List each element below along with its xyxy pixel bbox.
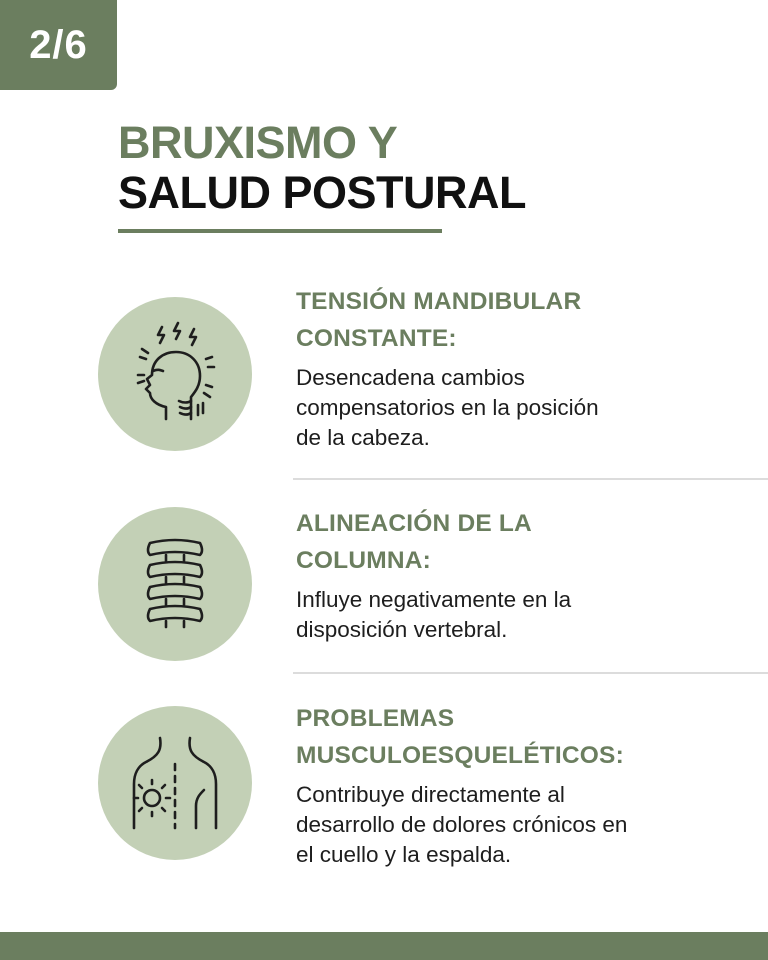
page-counter: 2/6: [29, 22, 88, 67]
description-line: desarrollo de dolores crónicos en: [296, 812, 628, 837]
title-line-1: BRUXISMO Y: [118, 117, 398, 168]
item-heading: [296, 283, 736, 357]
item-description: [296, 585, 736, 645]
heading-line: PROBLEMAS: [296, 705, 455, 732]
divider: [293, 478, 768, 480]
item-description: [296, 780, 736, 870]
spine-icon: [120, 529, 230, 639]
item-heading: [296, 700, 736, 774]
heading-line: TENSIÓN MANDIBULAR: [296, 288, 582, 315]
back-pain-icon: [120, 728, 230, 838]
heading-line: CONSTANTE:: [296, 325, 457, 352]
head-pain-icon-circle: [98, 297, 252, 451]
page-counter-badge: [0, 0, 117, 90]
heading-line: ALINEACIÓN DE LA: [296, 510, 532, 537]
heading-line: COLUMNA:: [296, 547, 431, 574]
description-line: Influye negativamente en la: [296, 587, 572, 612]
item-text: [296, 700, 736, 870]
divider: [293, 672, 768, 674]
item-description: [296, 363, 736, 453]
description-line: el cuello y la espalda.: [296, 842, 512, 867]
description-line: compensatorios en la posición: [296, 395, 599, 420]
page-title: [118, 118, 526, 218]
title-underline: [118, 229, 442, 233]
footer-bar: [0, 932, 768, 960]
description-line: Contribuye directamente al: [296, 782, 565, 807]
back-pain-icon-circle: [98, 706, 252, 860]
description-line: de la cabeza.: [296, 425, 430, 450]
item-heading: [296, 505, 736, 579]
spine-icon-circle: [98, 507, 252, 661]
item-text: [296, 505, 736, 645]
description-line: disposición vertebral.: [296, 617, 508, 642]
title-line-2: SALUD POSTURAL: [118, 167, 526, 218]
item-text: [296, 283, 736, 453]
description-line: Desencadena cambios: [296, 365, 525, 390]
head-pain-icon: [120, 319, 230, 429]
heading-line: MUSCULOESQUELÉTICOS:: [296, 742, 624, 769]
